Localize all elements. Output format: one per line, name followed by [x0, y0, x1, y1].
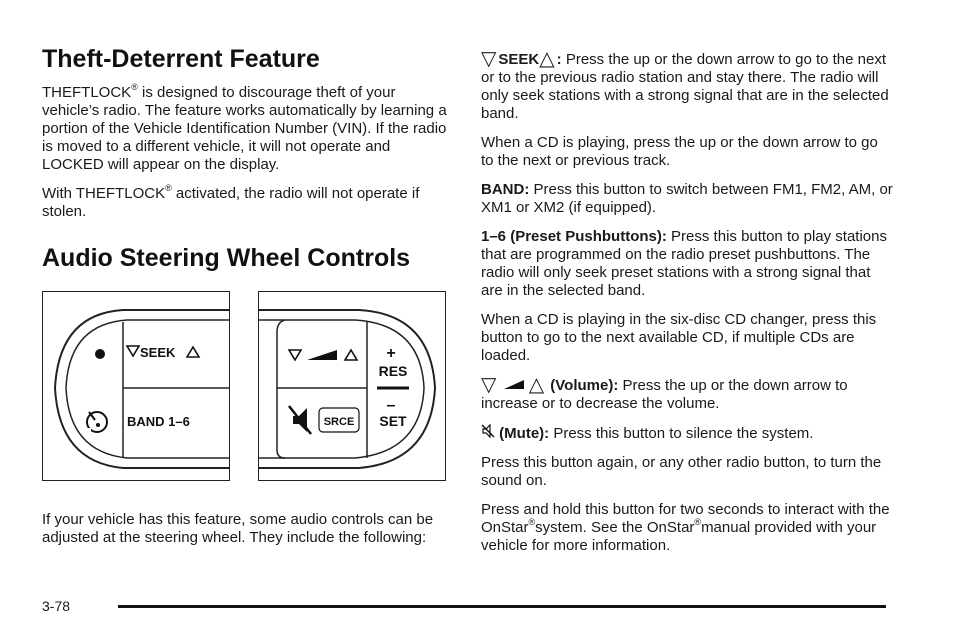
onstar-text-c: manual provided with your vehicle for more information. [481, 519, 877, 554]
band-lead: BAND: [481, 181, 530, 198]
set-button-label: SET [379, 413, 407, 429]
res-button-label: RES [378, 363, 408, 379]
heading-audio-steering: Audio Steering Wheel Controls [42, 244, 411, 272]
volume-description: Press the up or the down arrow to increase or to decrease the volume. [481, 377, 848, 412]
volume-down-icon [289, 350, 301, 360]
seek-up-icon [187, 347, 199, 357]
voice-recognition-icon [85, 412, 107, 434]
theftlock-activated-start: With THEFTLOCK [42, 185, 166, 202]
preset-lead: 1–6 (Preset Pushbuttons): [481, 228, 667, 245]
heading-theft-deterrent: Theft-Deterrent Feature [42, 45, 320, 73]
band-button-label: BAND 1–6 [127, 414, 190, 429]
mute-entry [481, 424, 893, 443]
onstar-text-b: system. See the OnStar [535, 519, 695, 536]
band-entry [481, 181, 893, 217]
seek-lead: SEEK [498, 51, 540, 68]
registered-mark: ® [131, 82, 138, 92]
down-triangle-icon: ▽ [481, 374, 497, 396]
seek-down-icon [127, 346, 139, 356]
left-steering-control-figure [42, 291, 230, 481]
volume-up-icon [345, 350, 357, 360]
minus-sign: – [386, 397, 396, 414]
srce-button-label: SRCE [323, 416, 355, 428]
mute-speaker-icon [289, 406, 311, 434]
volume-wedge-icon [503, 378, 525, 390]
registered-mark: ® [528, 517, 536, 527]
registered-mark: ® [165, 183, 172, 193]
volume-wedge-icon [307, 350, 337, 360]
left-column [42, 44, 450, 558]
registered-mark: ® [694, 517, 702, 527]
seek-button-label: SEEK [140, 345, 176, 360]
right-column [481, 50, 893, 566]
onstar-text-a: Press and hold this button for two seconds to interact with the OnStar [481, 501, 890, 536]
left-control-illustration [43, 292, 229, 480]
preset-description: Press this button to play stations that are programmed on the radio preset pushbuttons. The radio will only seek preset stations with a strong signal that are in the selected band. [481, 228, 887, 299]
mute-description: Press this button to silence the system. [553, 425, 814, 442]
band-description: Press this button to switch between FM1, FM2, AM, or XM1 or XM2 (if equipped). [481, 181, 893, 216]
up-triangle-icon: △ [539, 48, 555, 70]
seek-description: Press the up or the down arrow to go to the next or to the previous radio station and stay there. The radio will only seek stations with a strong signal that are in the selected band. [481, 51, 889, 122]
right-steering-control-figure [258, 291, 446, 481]
mute-lead: (Mute): [499, 425, 550, 442]
cd-track-paragraph: When a CD is playing, press the up or the down arrow to go to the next or previous track. [481, 134, 878, 169]
footer-rule [118, 605, 886, 608]
theftlock-activated-paragraph [42, 185, 450, 221]
right-control-illustration [259, 292, 445, 480]
volume-lead: (Volume): [550, 377, 619, 394]
volume-entry [481, 376, 893, 413]
mute-again-paragraph: Press this button again, or any other radio button, to turn the sound on. [481, 454, 882, 489]
mute-icon [481, 424, 495, 438]
down-triangle-icon: ▽ [481, 48, 497, 70]
up-triangle-icon: △ [528, 374, 545, 396]
plus-sign: + [386, 345, 396, 362]
page-footer [42, 598, 886, 614]
page-number: 3-78 [42, 598, 71, 614]
audio-controls-intro: If your vehicle has this feature, some audio controls can be adjusted at the steering wheel. They include the following: [42, 511, 434, 546]
seek-colon: : [556, 51, 562, 68]
theftlock-description: is designed to discourage theft of your vehicle’s radio. The feature works automatically by learning a portion of the Vehicle Identification Number (VIN). If the radio is moved to a different vehicle, it will not operate and LOCKED will appear on the display. [42, 84, 447, 173]
cd-changer-paragraph: When a CD is playing in the six-disc CD changer, press this button to go to the next available CD, if multiple CDs are loaded. [481, 311, 877, 364]
onstar-paragraph [481, 501, 893, 555]
preset-entry [481, 228, 893, 300]
theftlock-name: THEFTLOCK [42, 84, 132, 101]
theftlock-activated-end: activated, the radio will not operate if stolen. [42, 185, 420, 220]
steering-control-figures [42, 291, 450, 487]
theftlock-paragraph [42, 84, 450, 174]
seek-entry [481, 50, 893, 123]
record-dot-icon [95, 349, 105, 359]
